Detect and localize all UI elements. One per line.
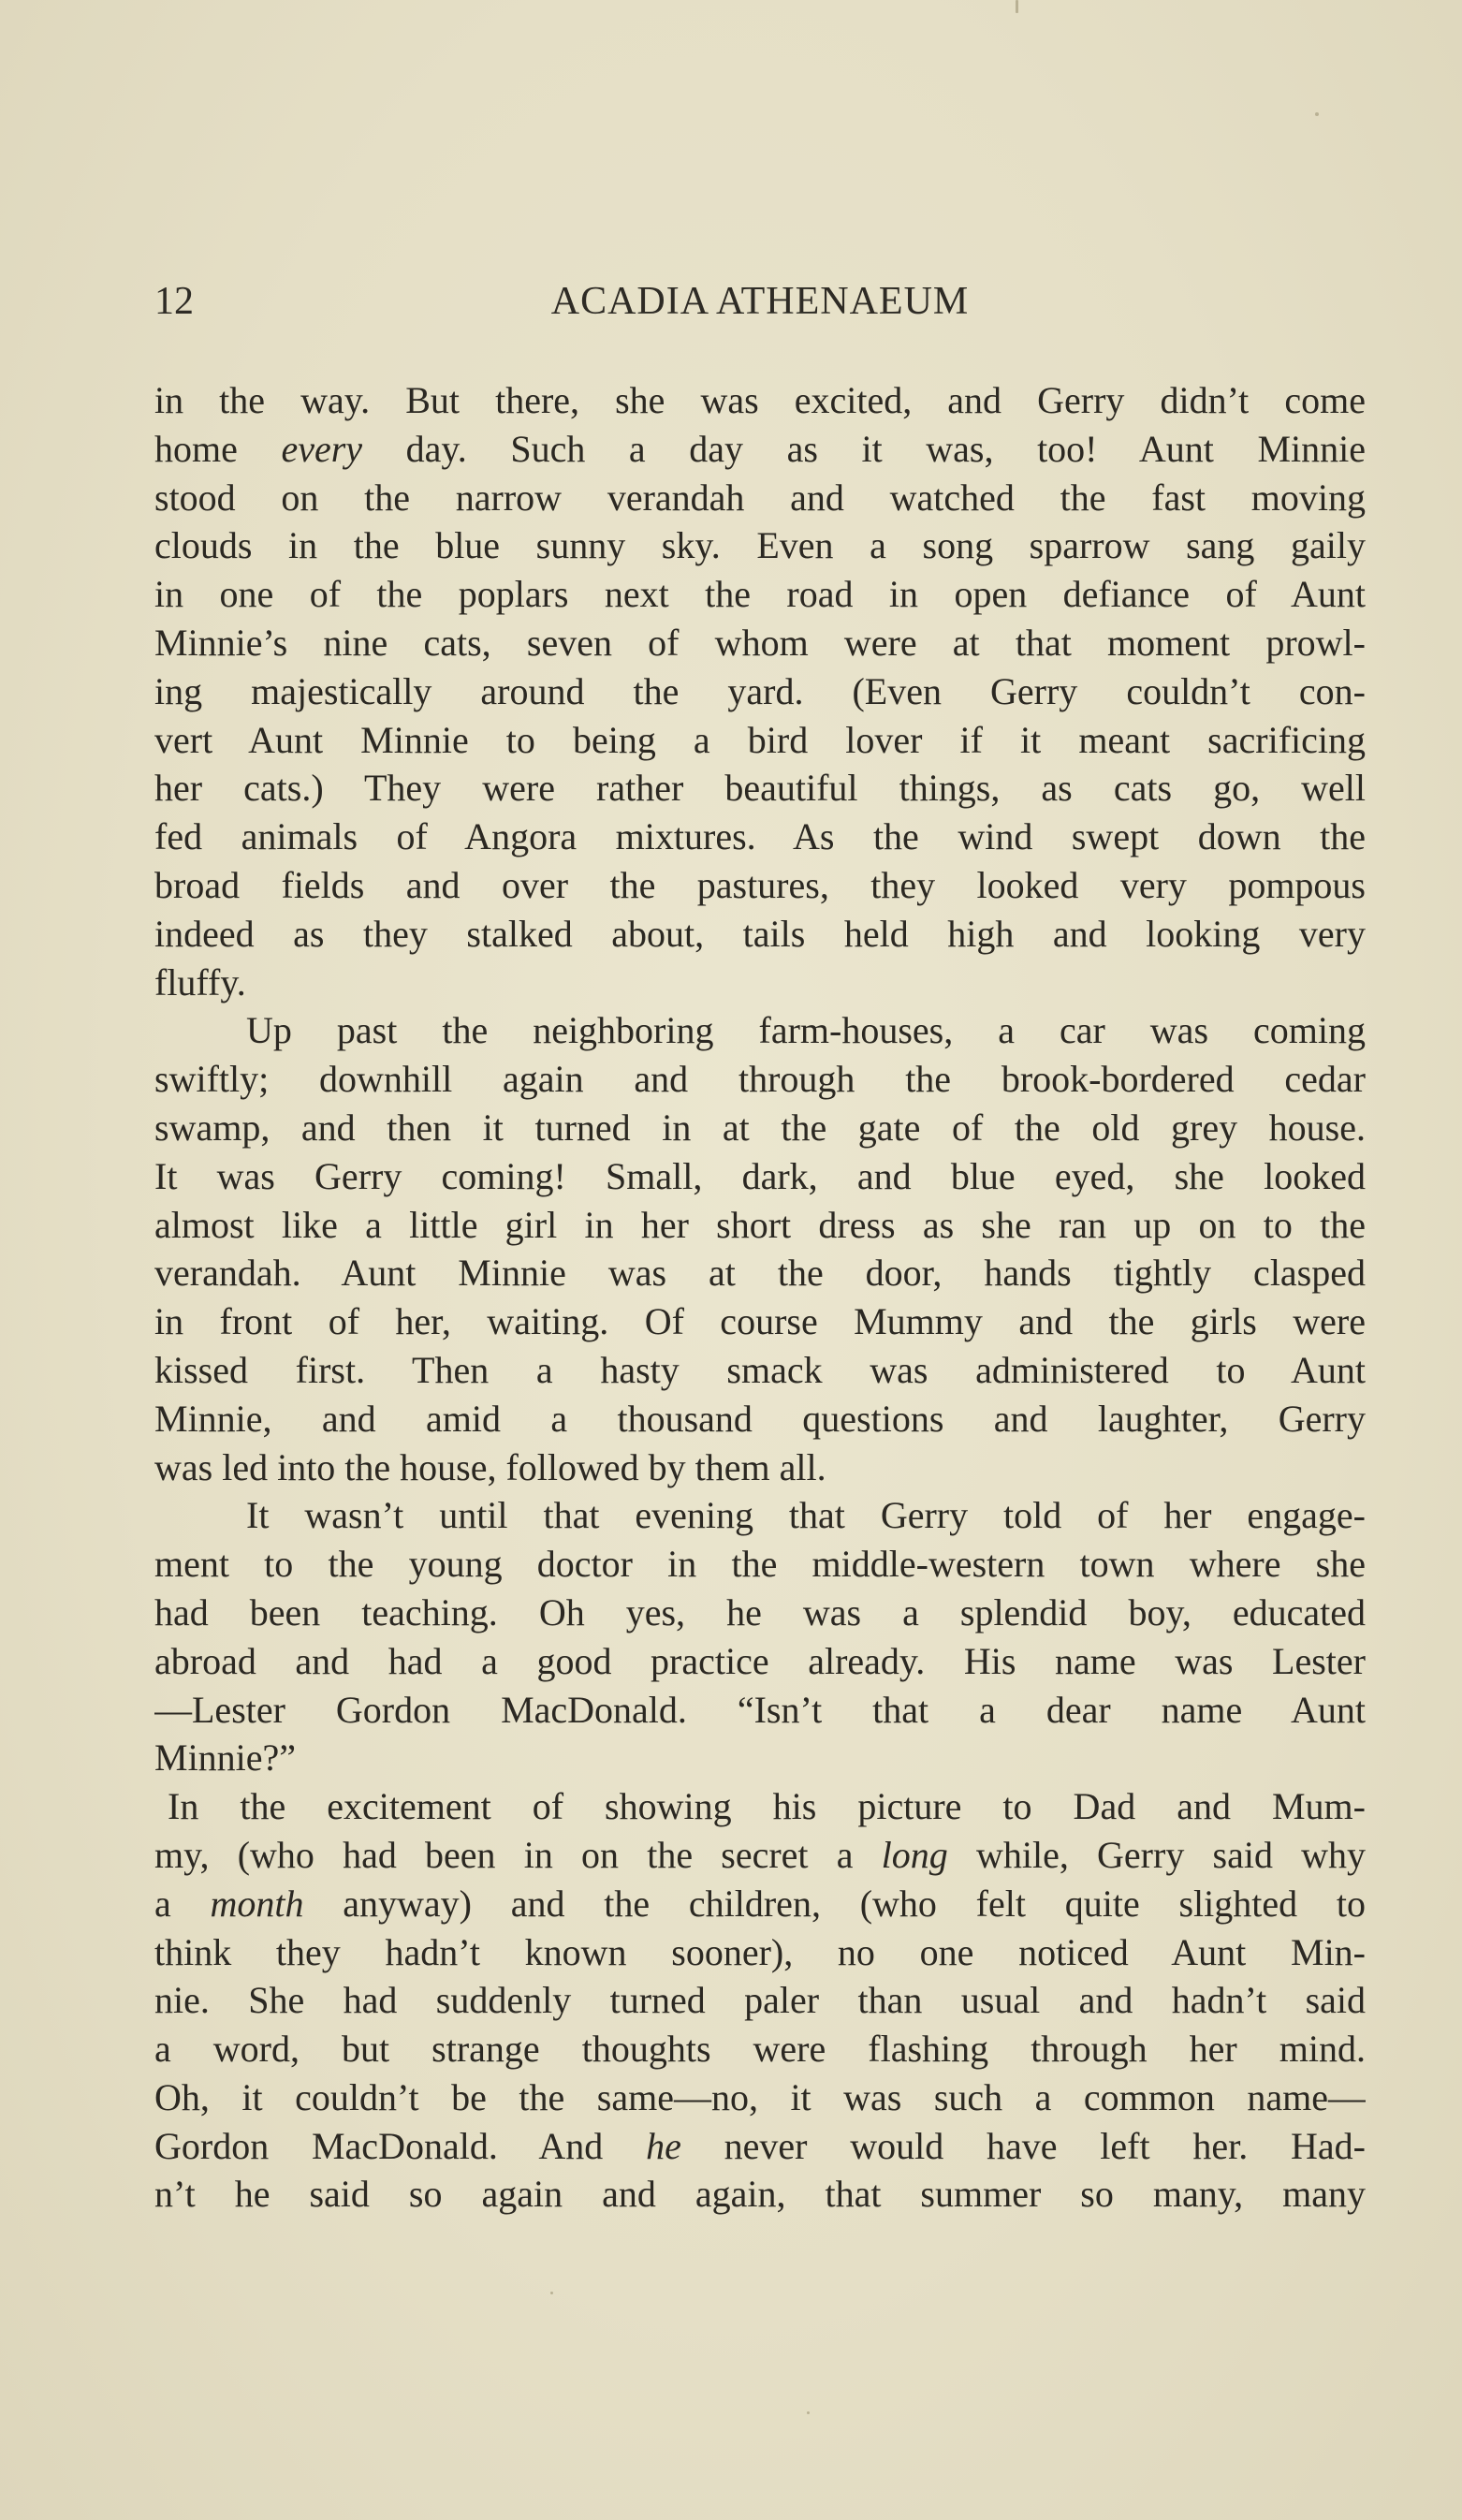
text-line: ing majestically around the yard. (Even Gerry couldn’t con- (154, 669, 1366, 712)
text-line: in one of the poplars next the road in open defiance of Aunt (154, 573, 1366, 616)
text-line: my, (who had been in on the secret a long while, Gerry said why (154, 1833, 1366, 1876)
body-text (154, 376, 1366, 2219)
text-line: Gordon MacDonald. And he never would have left her. Had- (154, 2124, 1366, 2167)
text-line: was led into the house, followed by them all. (154, 1445, 826, 1488)
text-line: Oh, it couldn’t be the same—no, it was such a common name— (154, 2075, 1366, 2118)
text-line: almost like a little girl in her short dress as she ran up on to the (154, 1203, 1366, 1246)
text-line: stood on the narrow verandah and watched the fast moving (154, 476, 1366, 519)
text-line: in the way. But there, she was excited, and Gerry didn’t come (154, 379, 1366, 421)
text-line: Minnie?” (154, 1736, 297, 1780)
text-line: clouds in the blue sunny sky. Even a song sparrow sang gaily (154, 524, 1366, 567)
text-line: broad fields and over the pastures, they looked very pompous (154, 863, 1366, 906)
text-line: fed animals of Angora mixtures. As the wind swept down the (154, 815, 1366, 858)
text-line: n’t he said so again and again, that summer so many, many (154, 2173, 1366, 2216)
text-line: had been teaching. Oh yes, he was a splendid boy, educated (154, 1590, 1366, 1634)
text-line: abroad and had a good practice already. His name was Lester (154, 1639, 1366, 1682)
text-line: ment to the young doctor in the middle-western town where she (154, 1543, 1366, 1586)
text-line: her cats.) They were rather beautiful things, as cats go, well (154, 767, 1366, 810)
text-line: Minnie, and amid a thousand questions and laughter, Gerry (154, 1397, 1366, 1440)
text-line: verandah. Aunt Minnie was at the door, hands tightly clasped (154, 1252, 1366, 1295)
text-line: fluffy. (154, 960, 246, 1004)
text-line: It wasn’t until that evening that Gerry told of her engage- (246, 1494, 1366, 1537)
text-line: It was Gerry coming! Small, dark, and blue eyed, she looked (154, 1154, 1366, 1197)
text-line: swiftly; downhill again and through the brook-bordered cedar (154, 1058, 1366, 1101)
text-line: nie. She had suddenly turned paler than usual and hadn’t said (154, 1979, 1366, 2022)
text-line: a month anyway) and the children, (who felt quite slighted to (154, 1882, 1366, 1925)
text-line: in front of her, waiting. Of course Mummy and the girls were (154, 1300, 1366, 1343)
text-line: vert Aunt Minnie to being a bird lover if it meant sacrificing (154, 718, 1366, 761)
text-line: think they hadn’t known sooner), no one noticed Aunt Min- (154, 1930, 1366, 1973)
text-line: —Lester Gordon MacDonald. “Isn’t that a dear name Aunt (154, 1688, 1366, 1731)
text-line: kissed first. Then a hasty smack was administered to Aunt (154, 1348, 1366, 1391)
text-line: swamp, and then it turned in at the gate of the old grey house. (154, 1106, 1366, 1149)
text-line: In the excitement of showing his picture to Dad and Mum- (168, 1785, 1366, 1828)
running-title: ACADIA ATHENAEUM (550, 280, 970, 323)
text-line: Minnie’s nine cats, seven of whom were at that moment prowl- (154, 621, 1366, 664)
running-header (154, 279, 1366, 335)
text-line: Up past the neighboring farm-houses, a car was coming (246, 1009, 1366, 1052)
text-line: indeed as they stalked about, tails held high and looking very (154, 912, 1366, 955)
page-number: 12 (154, 280, 194, 323)
text-line: home every day. Such a day as it was, too! Aunt Minnie (154, 427, 1366, 470)
text-line: a word, but strange thoughts were flashing through her mind. (154, 2028, 1366, 2071)
